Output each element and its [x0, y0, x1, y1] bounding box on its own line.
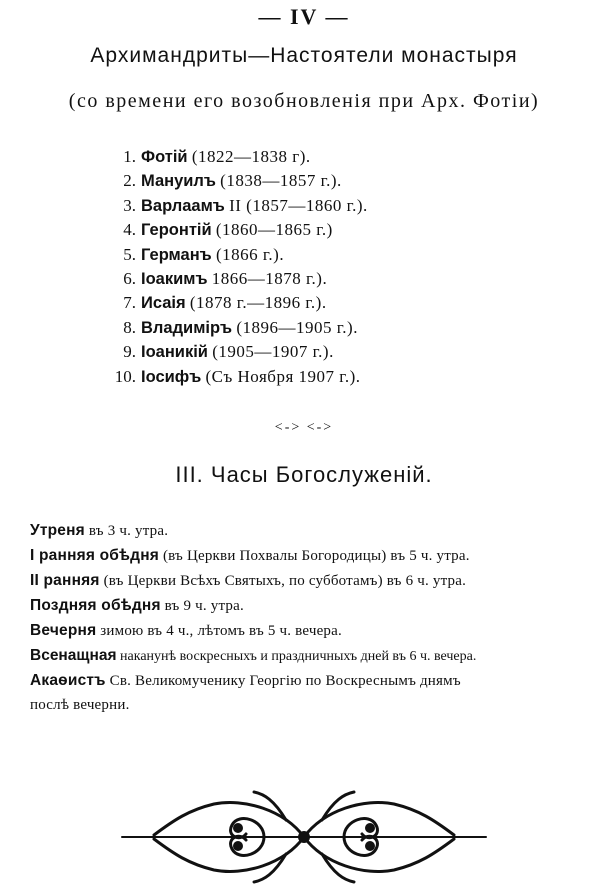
- abbot-name: Мануилъ: [141, 172, 216, 191]
- item-number: 5.: [123, 244, 136, 264]
- abbot-name: Владиміръ: [141, 318, 233, 337]
- service-time: въ 3 ч. утра.: [88, 523, 169, 539]
- section-divider: <-> <->: [274, 420, 334, 435]
- abbot-name: Германъ: [141, 245, 212, 264]
- abbot-name: Фотій: [141, 148, 188, 166]
- item-number: 9.: [123, 342, 136, 362]
- scroll-flourish-ornament-icon: [114, 790, 494, 885]
- page-number: — IV —: [258, 4, 350, 29]
- abbot-dates: II (1857—1860 г.).: [229, 195, 368, 215]
- list-item: [30, 618, 602, 643]
- list-item: [30, 568, 602, 593]
- service-continuation: послѣ вечерни.: [30, 697, 130, 713]
- abbot-dates: (1838—1857 г.).: [220, 171, 342, 191]
- list-item: [100, 243, 520, 267]
- list-item: [100, 169, 520, 193]
- abbot-name: Іосифъ: [141, 367, 202, 386]
- service-time: зимою въ 4 ч., лѣтомъ въ 5 ч. вечера.: [100, 623, 342, 639]
- abbot-dates: (1905—1907 г.).: [212, 342, 334, 362]
- abbot-dates: (1860—1865 г.): [215, 220, 333, 240]
- item-number: 6.: [123, 268, 136, 288]
- service-time: (въ Церкви Похвалы Богородицы) въ 5 ч. утра.: [162, 548, 470, 564]
- abbots-list: [100, 145, 520, 389]
- service-name: Вечерня: [30, 622, 97, 639]
- service-name: Акаѳистъ: [30, 672, 106, 689]
- list-item: [30, 543, 602, 568]
- abbot-dates: (1896—1905 г.).: [236, 317, 358, 337]
- item-number: 4.: [123, 220, 136, 240]
- item-number: 3.: [123, 195, 136, 215]
- list-item: [30, 643, 602, 668]
- service-name: II ранняя: [30, 572, 100, 589]
- abbot-dates: 1866—1878 г.).: [211, 268, 328, 288]
- list-item: [30, 518, 602, 543]
- service-time: Св. Великомученику Георгію по Воскреснымъ днямъ: [109, 673, 461, 689]
- list-item: [30, 593, 602, 618]
- item-number: 10.: [114, 366, 136, 386]
- list-item: [100, 194, 520, 218]
- abbot-name: Іоакимъ: [141, 269, 208, 288]
- abbot-name: Геронтій: [141, 221, 212, 240]
- service-time: (въ Церкви Всѣхъ Святыхъ, по субботамъ) въ 6 ч. утра.: [103, 573, 467, 589]
- service-time: въ 9 ч. утра.: [164, 598, 244, 614]
- service-time: наканунѣ воскресныхъ и праздничныхъ дней въ 6 ч. вечера.: [120, 649, 477, 664]
- abbot-name: Іоаникій: [141, 343, 208, 362]
- abbots-subtitle: (со времени его возобновленія при Арх. Фотіи): [68, 90, 540, 112]
- list-item: [100, 340, 520, 364]
- list-item: [100, 218, 520, 242]
- list-item: [100, 316, 520, 340]
- list-item: [100, 145, 520, 169]
- service-name: Всенащная: [30, 647, 117, 664]
- service-name: Утреня: [30, 522, 85, 539]
- item-number: 2.: [123, 171, 136, 191]
- abbot-name: Варлаамъ: [141, 196, 225, 215]
- list-item: [30, 668, 602, 693]
- abbots-title: Архимандриты—Настоятели монастыря: [90, 44, 518, 67]
- abbot-dates: (1866 г.).: [215, 244, 285, 264]
- item-number: 8.: [123, 317, 136, 337]
- list-item: [100, 267, 520, 291]
- services-title: III. Часы Богослуженій.: [175, 462, 433, 487]
- item-number: 7.: [123, 293, 136, 313]
- abbot-name: Исаія: [141, 294, 186, 313]
- list-item: [100, 291, 520, 315]
- abbot-dates: (1878 г.—1896 г.).: [189, 293, 327, 313]
- service-name: Поздняя обѣдня: [30, 597, 161, 614]
- list-item: [100, 365, 520, 389]
- abbot-dates: (1822—1838 г).: [191, 147, 311, 166]
- service-name: I ранняя обѣдня: [30, 547, 159, 564]
- services-list: [30, 518, 602, 718]
- item-number: 1.: [123, 147, 136, 166]
- abbot-dates: (Съ Ноября 1907 г.).: [205, 366, 361, 386]
